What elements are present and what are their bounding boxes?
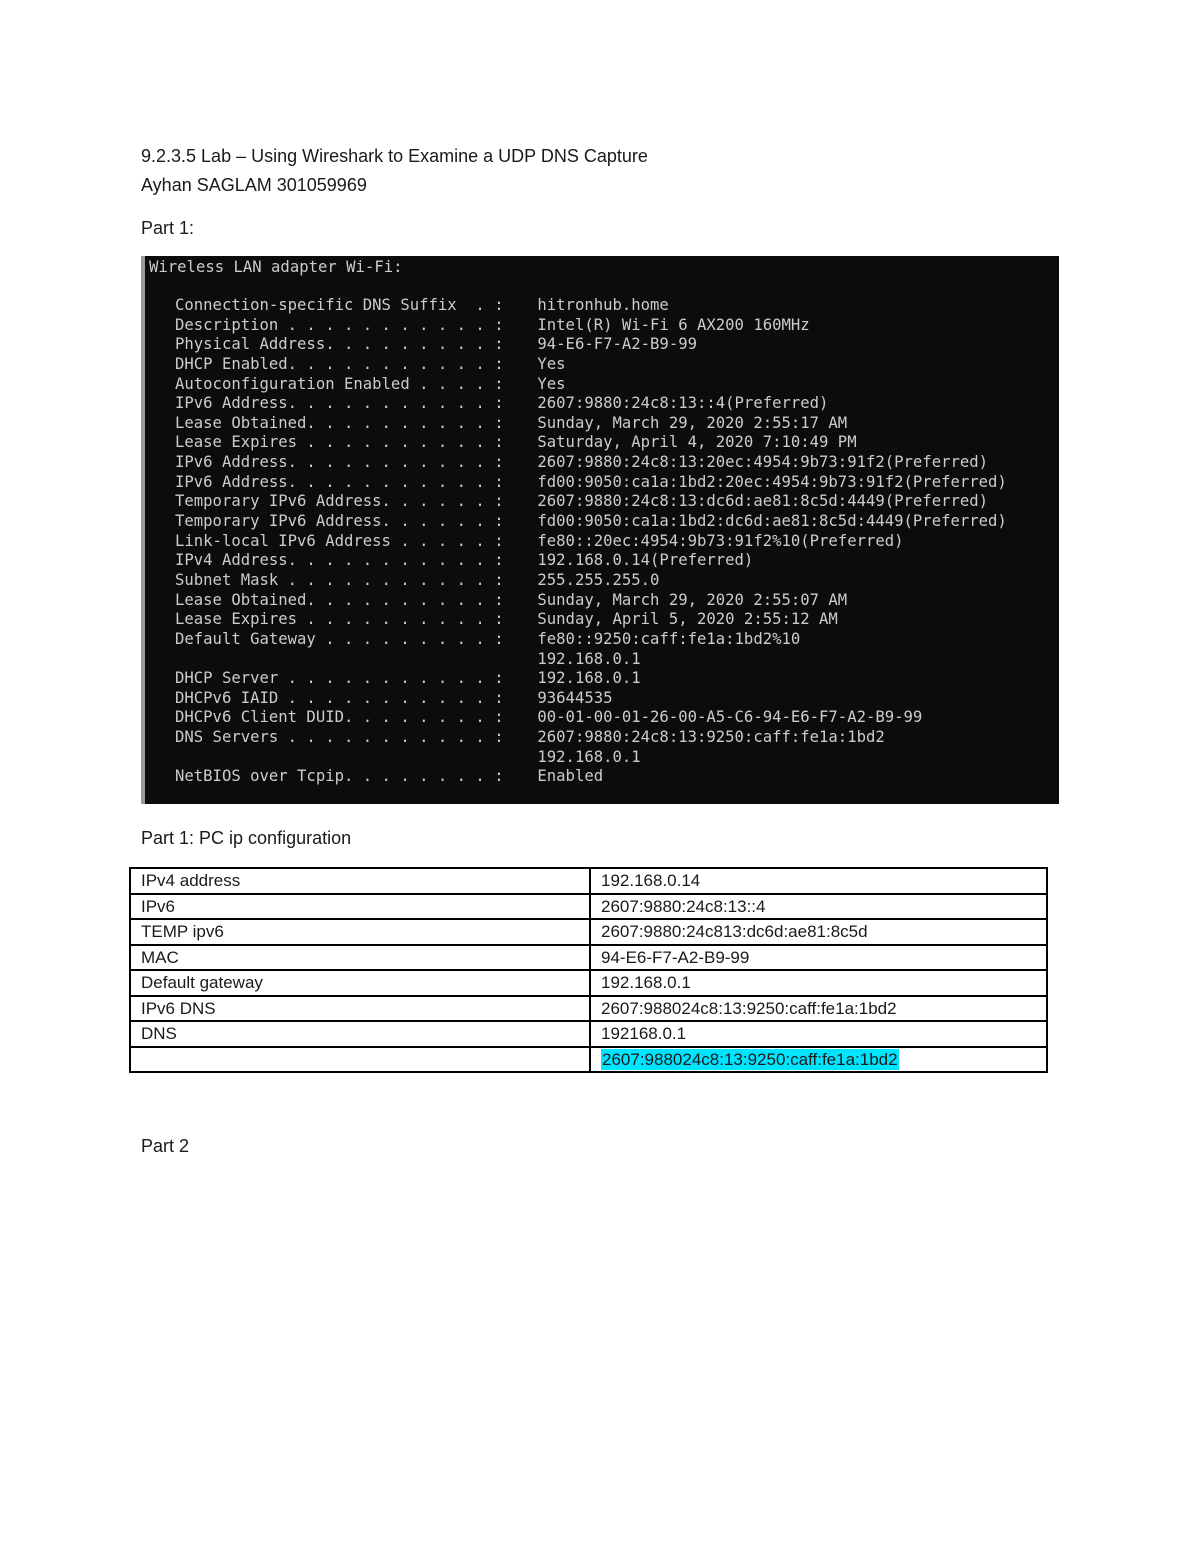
table-row — [130, 1047, 1047, 1073]
ipconfig-screenshot — [141, 256, 1059, 804]
table-cell-value: 2607:988024c8:13:9250:caff:fe1a:1bd2 — [590, 996, 1047, 1022]
table-cell-value: 192.168.0.1 — [590, 970, 1047, 996]
terminal-line-label: Temporary IPv6 Address. . . . . . : — [175, 492, 504, 511]
terminal-line-label: DHCPv6 IAID . . . . . . . . . . . : — [175, 688, 504, 707]
part1-heading: Part 1: — [141, 218, 195, 238]
terminal-line-value: 93644535 — [528, 688, 613, 707]
terminal-line-label: DHCPv6 Client DUID. . . . . . . . : — [175, 708, 504, 727]
terminal-line-value: 192.168.0.1 — [528, 747, 641, 766]
terminal-line — [175, 650, 1007, 670]
terminal-line — [175, 453, 1007, 473]
table-row — [130, 996, 1047, 1022]
terminal-line-label: Description . . . . . . . . . . . : — [175, 315, 504, 334]
terminal-line-label: Connection-specific DNS Suffix . : — [175, 296, 504, 314]
terminal-line-label: NetBIOS over Tcpip. . . . . . . . : — [175, 767, 504, 786]
terminal-line — [175, 532, 1007, 552]
part2-heading: Part 2 — [141, 1136, 190, 1156]
table-row — [130, 1021, 1047, 1047]
highlighted-value: 2607:988024c8:13:9250:caff:fe1a:1bd2 — [602, 1049, 898, 1069]
terminal-line — [175, 630, 1007, 650]
terminal-line-label: IPv6 Address. . . . . . . . . . . : — [175, 453, 504, 472]
terminal-line — [175, 375, 1007, 395]
table-cell-key: IPv6 DNS — [130, 996, 590, 1022]
terminal-line — [175, 355, 1007, 375]
terminal-line — [175, 708, 1007, 728]
terminal-line — [175, 512, 1007, 532]
table-cell-value: 192.168.0.14 — [590, 868, 1047, 894]
terminal-lines — [175, 296, 1007, 787]
terminal-line-value: Yes — [528, 374, 566, 393]
terminal-line-value: 192.168.0.14(Preferred) — [528, 551, 754, 570]
table-cell-key: Default gateway — [130, 970, 590, 996]
terminal-line-label: Autoconfiguration Enabled . . . . : — [175, 374, 504, 393]
table-cell-key: MAC — [130, 945, 590, 971]
terminal-line-value: 192.168.0.1 — [528, 649, 641, 668]
terminal-line-label: DHCP Enabled. . . . . . . . . . . : — [175, 354, 504, 373]
terminal-line — [175, 748, 1007, 768]
terminal-line — [175, 669, 1007, 689]
terminal-line-value: 2607:9880:24c8:13:9250:caff:fe1a:1bd2 — [528, 728, 885, 747]
terminal-line — [175, 728, 1007, 748]
terminal-line — [175, 767, 1007, 787]
table-row — [130, 868, 1047, 894]
terminal-line — [175, 492, 1007, 512]
document-title: 9.2.3.5 Lab – Using Wireshark to Examine a UDP DNS Capture — [141, 146, 648, 166]
terminal-line-value: Yes — [528, 354, 566, 373]
terminal-line-value: Sunday, March 29, 2020 2:55:17 AM — [528, 413, 848, 432]
terminal-line-label: Default Gateway . . . . . . . . . : — [175, 629, 504, 648]
terminal-line-value: fe80::9250:caff:fe1a:1bd2%10 — [528, 629, 801, 648]
terminal-line-value: 2607:9880:24c8:13::4(Preferred) — [528, 394, 829, 413]
table-row — [130, 919, 1047, 945]
table-row — [130, 970, 1047, 996]
table-cell-key: TEMP ipv6 — [130, 919, 590, 945]
terminal-line — [175, 433, 1007, 453]
terminal-line-value: fd00:9050:ca1a:1bd2:20ec:4954:9b73:91f2(Preferred) — [528, 472, 1007, 491]
terminal-line — [175, 551, 1007, 571]
pc-ip-config-table — [129, 867, 1048, 1073]
table-cell-value: 94-E6-F7-A2-B9-99 — [590, 945, 1047, 971]
terminal-line-value: Enabled — [528, 767, 604, 786]
terminal-line-value: 94-E6-F7-A2-B9-99 — [528, 335, 697, 354]
terminal-line — [175, 316, 1007, 336]
terminal-line-value: 2607:9880:24c8:13:dc6d:ae81:8c5d:4449(Preferred) — [528, 492, 989, 511]
terminal-line-label: Lease Expires . . . . . . . . . . : — [175, 433, 504, 452]
terminal-line-label: Physical Address. . . . . . . . . : — [175, 335, 504, 354]
terminal-line-label: Lease Obtained. . . . . . . . . . : — [175, 413, 504, 432]
terminal-line-value: fd00:9050:ca1a:1bd2:dc6d:ae81:8c5d:4449(Preferred) — [528, 512, 1007, 531]
terminal-line-label: Subnet Mask . . . . . . . . . . . : — [175, 570, 504, 589]
table-cell-key — [130, 1047, 590, 1073]
table-cell-key: IPv4 address — [130, 868, 590, 894]
table-cell-value: 192168.0.1 — [590, 1021, 1047, 1047]
terminal-line — [175, 414, 1007, 434]
terminal-line-value: Saturday, April 4, 2020 7:10:49 PM — [528, 433, 857, 452]
table-cell-value: 2607:9880:24c8:13::4 — [590, 894, 1047, 920]
terminal-adapter-header: Wireless LAN adapter Wi-Fi: — [149, 258, 403, 276]
terminal-line-label: IPv4 Address. . . . . . . . . . . : — [175, 551, 504, 570]
terminal-line — [175, 689, 1007, 709]
terminal-line-value: 255.255.255.0 — [528, 570, 660, 589]
terminal-line-label: IPv6 Address. . . . . . . . . . . : — [175, 472, 504, 491]
table-row — [130, 894, 1047, 920]
terminal-line-value: 192.168.0.1 — [528, 669, 641, 688]
terminal-line-label: Lease Expires . . . . . . . . . . : — [175, 610, 504, 629]
terminal-line — [175, 610, 1007, 630]
terminal-line-label: DNS Servers . . . . . . . . . . . : — [175, 728, 504, 747]
table-cell-value — [590, 1047, 1047, 1073]
terminal-line — [175, 571, 1007, 591]
table-cell-key: IPv6 — [130, 894, 590, 920]
part1-config-heading: Part 1: PC ip configuration — [141, 828, 352, 848]
terminal-line — [175, 335, 1007, 355]
terminal-line-label: Lease Obtained. . . . . . . . . . : — [175, 590, 504, 609]
terminal-line-label: DHCP Server . . . . . . . . . . . : — [175, 669, 504, 688]
terminal-line-value: 00-01-00-01-26-00-A5-C6-94-E6-F7-A2-B9-99 — [528, 708, 923, 727]
terminal-line — [175, 591, 1007, 611]
terminal-line-value: Sunday, April 5, 2020 2:55:12 AM — [528, 610, 838, 629]
terminal-line-value: Sunday, March 29, 2020 2:55:07 AM — [528, 590, 848, 609]
table-cell-key: DNS — [130, 1021, 590, 1047]
terminal-line — [175, 296, 1007, 316]
terminal-line-value: hitronhub.home — [528, 296, 669, 314]
table-row — [130, 945, 1047, 971]
terminal-line-label: Temporary IPv6 Address. . . . . . : — [175, 512, 504, 531]
terminal-line-value: Intel(R) Wi-Fi 6 AX200 160MHz — [528, 315, 810, 334]
terminal-line-value: 2607:9880:24c8:13:20ec:4954:9b73:91f2(Preferred) — [528, 453, 989, 472]
terminal-line-value: fe80::20ec:4954:9b73:91f2%10(Preferred) — [528, 531, 904, 550]
table-cell-value: 2607:9880:24c813:dc6d:ae81:8c5d — [590, 919, 1047, 945]
document-author: Ayhan SAGLAM 301059969 — [141, 175, 367, 195]
terminal-line-label: IPv6 Address. . . . . . . . . . . : — [175, 394, 504, 413]
terminal-line — [175, 394, 1007, 414]
terminal-line — [175, 473, 1007, 493]
terminal-line-label: Link-local IPv6 Address . . . . . : — [175, 531, 504, 550]
